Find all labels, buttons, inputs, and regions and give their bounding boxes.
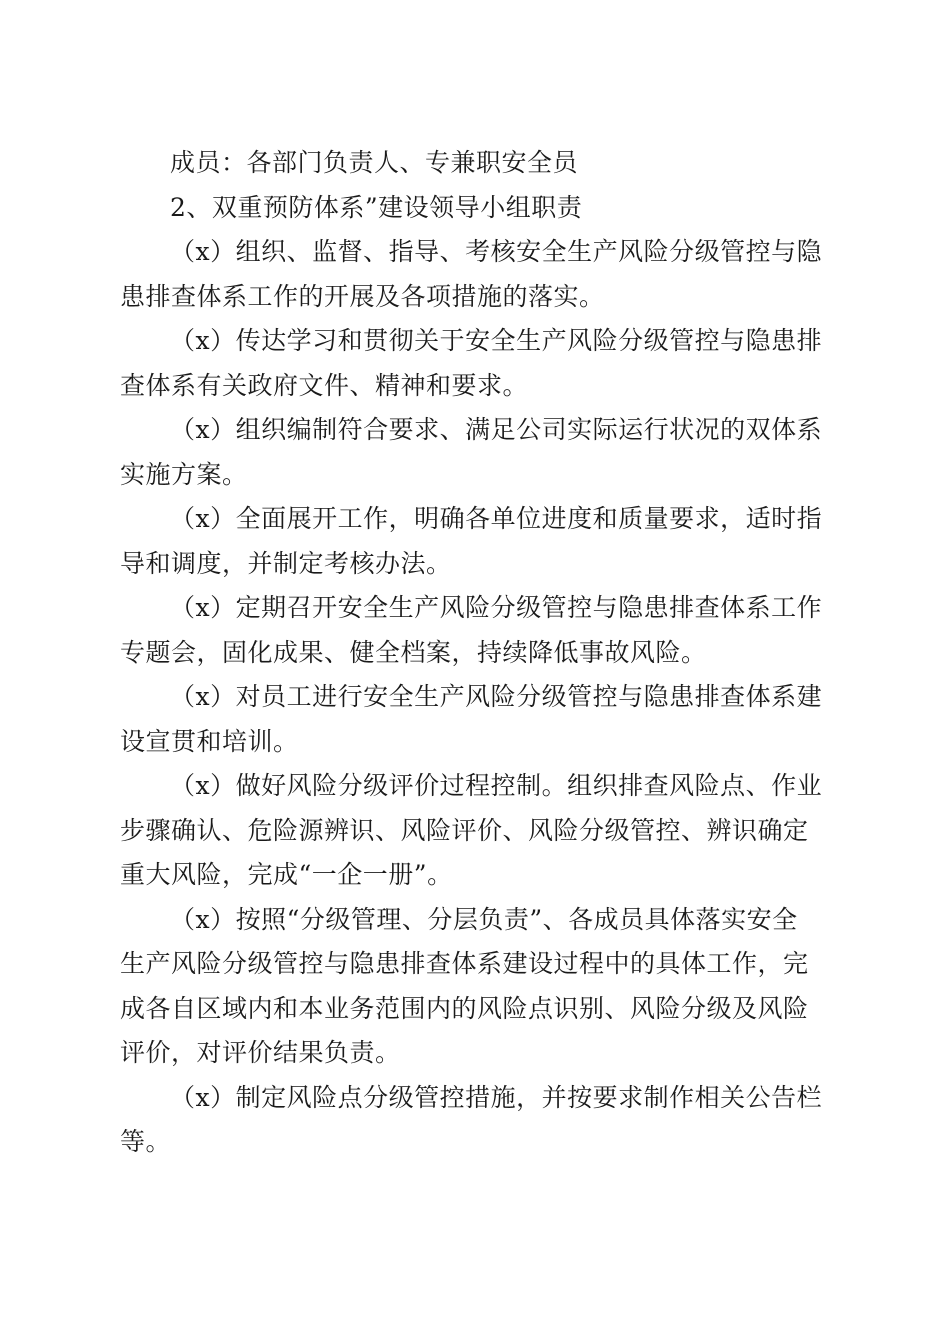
- duty-item-3: [120, 408, 825, 497]
- duty-item-1: [120, 230, 825, 319]
- paragraph-line: 等。: [120, 1127, 172, 1156]
- paragraph-line: （x）按照“分级管理、分层负责”、各成员具体落实安全: [170, 904, 798, 934]
- duty-item-2: [120, 319, 825, 408]
- duty-item-4: [120, 497, 825, 586]
- document-body: [120, 141, 825, 1165]
- duty-item-5: [120, 586, 825, 675]
- paragraph-line: 查体系有关政府文件、精神和要求。: [120, 370, 529, 400]
- paragraph-line: 生产风险分级管控与隐患排查体系建设过程中的具体工作，完: [120, 949, 809, 978]
- paragraph-line: 重大风险，完成“一企一册”。: [120, 860, 453, 889]
- duty-item-7: [120, 764, 825, 898]
- paragraph-line: （x）对员工进行安全生产风险分级管控与隐患排查体系建: [170, 682, 823, 711]
- paragraph-line: （x）组织编制符合要求、满足公司实际运行状况的双体系: [170, 415, 823, 444]
- duty-item-6: [120, 675, 825, 764]
- paragraph-line: （x）传达学习和贯彻关于安全生产风险分级管控与隐患排: [170, 326, 823, 355]
- duty-item-8: [120, 898, 825, 1076]
- duty-item-9: [120, 1076, 825, 1165]
- paragraph-line: 专题会，固化成果、健全档案，持续降低事故风险。: [120, 637, 707, 667]
- paragraph-line: （x）组织、监督、指导、考核安全生产风险分级管控与隐: [170, 237, 823, 266]
- paragraph-line: （x）定期召开安全生产风险分级管控与隐患排查体系工作: [170, 593, 823, 622]
- paragraph-line: 设宣贯和培训。: [120, 726, 299, 756]
- paragraph-line: 成各自区域内和本业务范围内的风险点识别、风险分级及风险: [120, 993, 809, 1023]
- paragraph-line: 实施方案。: [120, 459, 248, 489]
- paragraph-line: 评价，对评价结果负责。: [120, 1038, 401, 1067]
- paragraph-line: 患排查体系工作的开展及各项措施的落实。: [120, 281, 605, 311]
- paragraph-line: （x）制定风险点分级管控措施，并按要求制作相关公告栏: [170, 1082, 823, 1112]
- paragraph-line: 导和调度，并制定考核办法。: [120, 548, 452, 578]
- members-line: 成员：各部门负责人、专兼职安全员: [170, 148, 579, 177]
- paragraph-line: （x）全面展开工作，明确各单位进度和质量要求，适时指: [170, 504, 823, 533]
- paragraph-line: （x）做好风险分级评价过程控制。组织排查风险点、作业: [170, 771, 823, 800]
- section-title: 2、双重预防体系”建设领导小组职责: [170, 192, 583, 222]
- paragraph-line: 步骤确认、危险源辨识、风险评价、风险分级管控、辨识确定: [120, 815, 809, 845]
